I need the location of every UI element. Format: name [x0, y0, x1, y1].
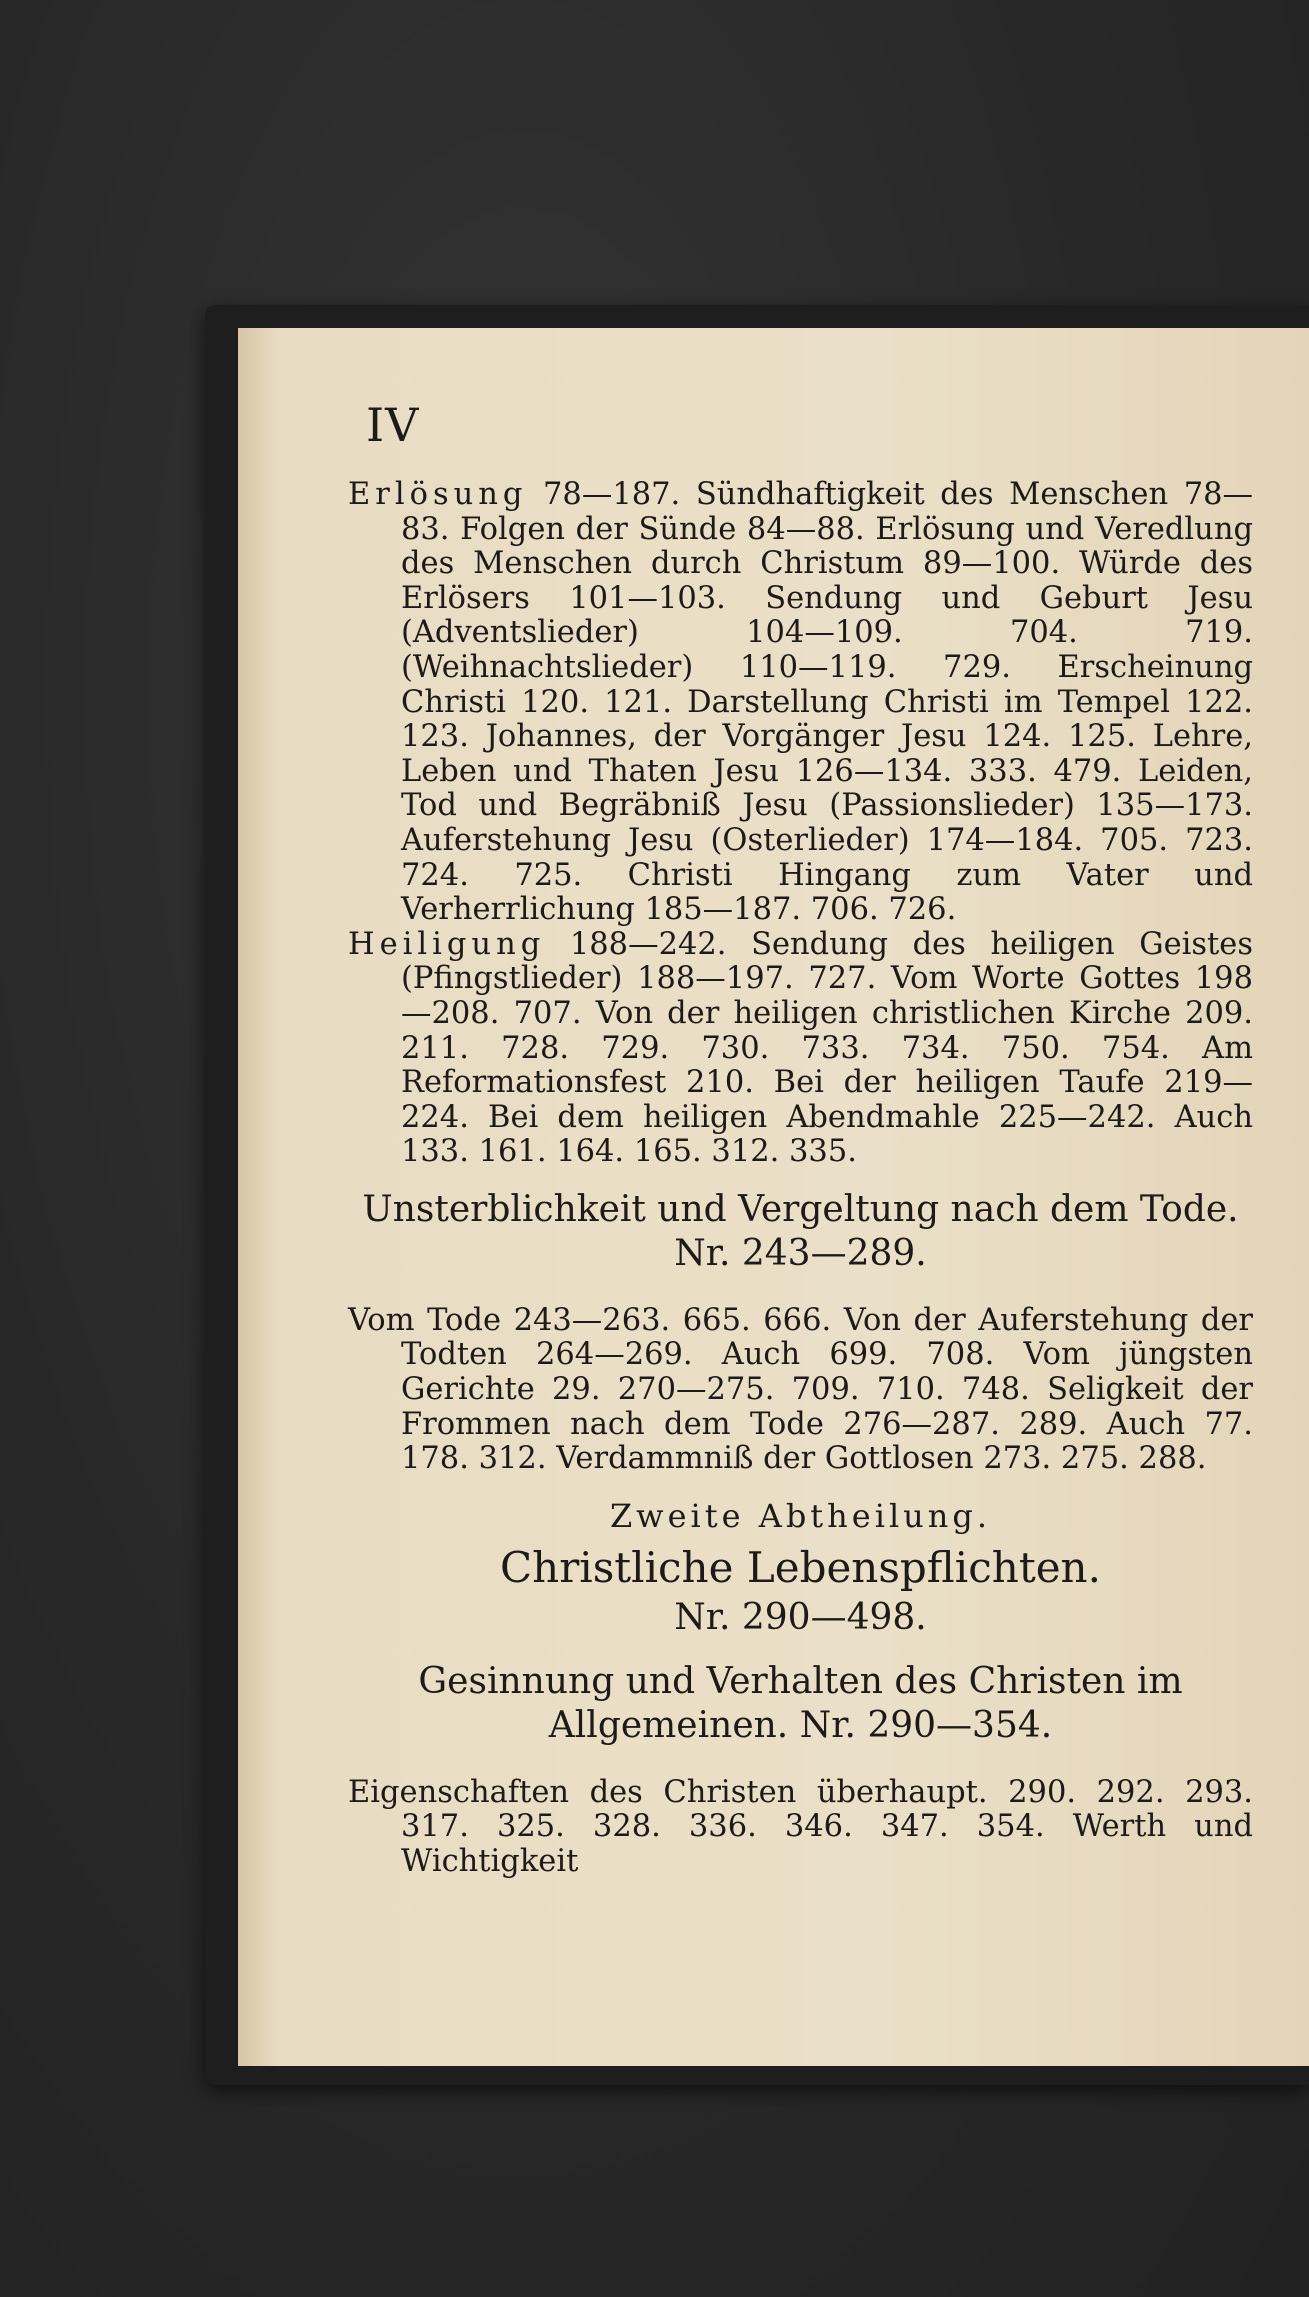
entry-text: 188—242. Sendung des heiligen Geistes (Pfingstlieder) 188—197. 727. Vom Worte Gottes 198—208. 707. Von der heiligen christlichen Kirche 209. 211. 728. 729. 730. 733. 734. 750. 754. Am Reformationsfest 210. Bei der heiligen Taufe 219—224. Bei dem heiligen Abendmahle 225—242. Auch 133. 161. 164. 165. 312. 335.: [401, 926, 1253, 1170]
part-heading-large: Christliche Lebenspflichten.: [500, 1542, 1101, 1592]
entry-heiligung: [348, 928, 1253, 1170]
page-number: IV: [366, 398, 420, 452]
entry-lead: Erlösung: [348, 477, 528, 512]
entry-text: 78—187. Sündhaftigkeit des Menschen 78—83. Folgen der Sünde 84—88. Erlösung und Veredlung des Menschen durch Christum 89—100. Würde des Erlösers 101—103. Sendung und Geburt Jesu (Adventslieder) 104—109. 704. 719. (Weihnachtslieder) 110—119. 729. Erscheinung Christi 120. 121. Darstellung Christi im Tempel 122. 123. Johannes, der Vorgänger Jesu 124. 125. Lehre, Leben und Thaten Jesu 126—134. 333. 479. Leiden, Tod und Begräbniß Jesu (Passionslieder) 135—173. Auferstehung Jesu (Osterlieder) 174—184. 705. 723. 724. 725. Christi Hingang zum Vater und Verherrlichung 185—187. 706. 726.: [401, 477, 1253, 928]
section-title-gesinnung: Gesinnung und Verhalten des Christen im Allgemeinen. Nr. 290—354.: [418, 1660, 1183, 1746]
entry-vom-tode: Vom Tode 243—263. 665. 666. Von der Auferstehung der Todten 264—269. Auch 699. 708. Vom jüngsten Gerichte 29. 270—275. 709. 710. 748. Seligkeit der Frommen nach dem Tode 276—287. 289. Auch 77. 178. 312. Verdammniß der Gottlosen 273. 275. 288.: [348, 1302, 1253, 1477]
part-heading-range: Nr. 290—498.: [674, 1596, 927, 1638]
book-page: [238, 328, 1309, 2066]
section-title-unsterblichkeit: Unsterblichkeit und Vergeltung nach dem Tode. Nr. 243—289.: [362, 1188, 1239, 1274]
entry-eigenschaften: Eigenschaften des Christen überhaupt. 290. 292. 293. 317. 325. 328. 336. 346. 347. 354. Werth und Wichtigkeit: [348, 1774, 1253, 1880]
part-heading-small: Zweite Abtheilung.: [609, 1496, 992, 1535]
page-content: [348, 478, 1253, 1880]
entry-erloesung: [348, 478, 1253, 928]
entry-lead: Heiligung: [348, 926, 546, 962]
